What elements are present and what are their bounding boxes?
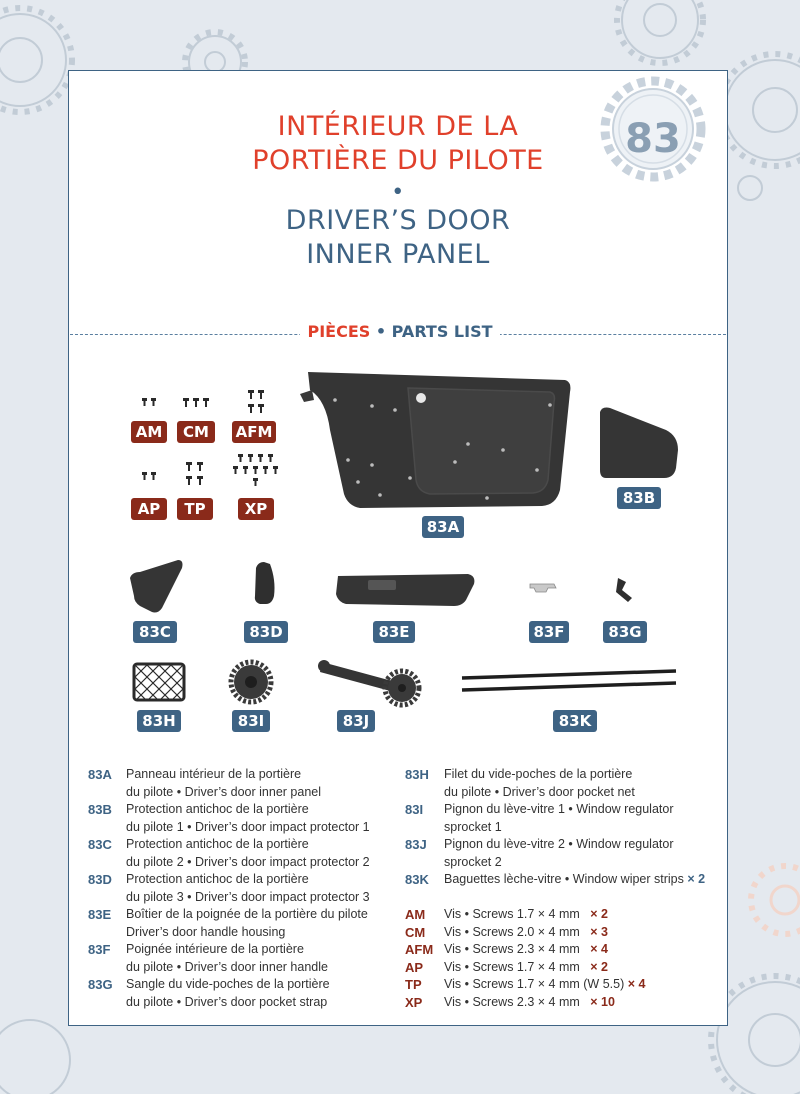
screw-qty: × 10 (590, 994, 615, 1009)
legend-line1: Protection antichoc de la portière (126, 802, 309, 816)
legend-code: 83K (405, 872, 429, 887)
screw-qty: × 2 (590, 959, 608, 974)
screw-code: XP (405, 994, 423, 1010)
sprocket-1-icon (231, 662, 271, 702)
legend-line1 (444, 871, 705, 889)
screw-desc (444, 906, 608, 924)
screw-code: AM (405, 907, 426, 922)
impact-protector-1-icon (600, 408, 678, 479)
legend-line2: du pilote • Driver’s door pocket strap (126, 994, 328, 1009)
screw-desc (444, 976, 645, 994)
legend-line2: sprocket 1 (444, 819, 502, 834)
legend-line2: du pilote • Driver’s door pocket net (444, 784, 635, 799)
screw-qty: × 4 (627, 977, 646, 991)
legend-line1: Pignon du lève-vitre 2 • Window regulator (444, 837, 674, 851)
impact-protector-3-icon (255, 562, 275, 604)
tag-am: AM (131, 421, 167, 443)
tag-cm: CM (177, 421, 215, 443)
legend-line2: du pilote 3 • Driver’s door impact protector 3 (126, 889, 370, 904)
tag-ap: AP (131, 498, 167, 520)
tag-83e: 83E (373, 621, 415, 643)
legend-code: 83D (88, 872, 112, 887)
screw-text: Vis • Screws 2.3 × 4 mm (444, 942, 580, 956)
legend-code: 83H (405, 767, 429, 782)
sprocket-2-icon (318, 660, 419, 705)
issue-number: 83 (625, 116, 681, 162)
title-en-line2: INNER PANEL (306, 239, 490, 270)
parts-heading-dot: • (370, 322, 392, 341)
legend-line1: Panneau intérieur de la portière (126, 767, 302, 781)
screw-desc (444, 941, 608, 959)
screw-code: AP (405, 959, 424, 975)
legend-line2: Driver’s door handle housing (126, 924, 286, 939)
legend-line1: Sangle du vide-poches de la portière (126, 977, 330, 991)
screw-code: CM (405, 924, 426, 940)
legend-line1: Protection antichoc de la portière (126, 872, 309, 886)
screw-text: Vis • Screws 1.7 × 4 mm (W 5.5) (444, 977, 625, 991)
legend-line1: Protection antichoc de la portière (126, 837, 309, 851)
screw-code: TP (405, 977, 422, 992)
tag-83g: 83G (603, 621, 647, 643)
legend-qty: × 2 (687, 872, 706, 886)
screw-code: AFM (405, 942, 434, 957)
tag-83d: 83D (244, 621, 288, 643)
screw-text: Vis • Screws 2.3 × 4 mm (444, 994, 580, 1009)
legend-line2: du pilote 2 • Driver’s door impact protector 2 (126, 854, 370, 869)
screw-desc (444, 959, 608, 977)
legend-code: 83G (88, 977, 113, 992)
title-en-line1: DRIVER’S DOOR (285, 205, 511, 236)
legend-line1: Boîtier de la poignée de la portière du pilote (126, 907, 368, 921)
pocket-strap-icon (616, 578, 632, 602)
screw-desc (444, 994, 615, 1012)
legend-line1: Filet du vide-poches de la portière (444, 767, 633, 781)
title-separator: • (391, 180, 405, 205)
tag-xp: XP (238, 498, 274, 520)
pocket-net-icon (134, 664, 184, 700)
legend-right (405, 766, 725, 1016)
tag-83b: 83B (617, 487, 661, 509)
tag-83i: 83I (232, 710, 270, 732)
legend-line2: sprocket 2 (444, 854, 502, 869)
screw-text: Vis • Screws 2.0 × 4 mm (444, 924, 580, 939)
legend-line1: Pignon du lève-vitre 1 • Window regulator (444, 802, 674, 816)
legend-code: 83I (405, 802, 424, 817)
legend-line2: du pilote 1 • Driver’s door impact protector 1 (126, 819, 370, 834)
parts-heading-fr: PIÈCES (307, 322, 371, 341)
tag-afm: AFM (232, 421, 276, 443)
tag-83h: 83H (137, 710, 181, 732)
legend-code: 83A (88, 767, 112, 782)
screw-desc (444, 924, 608, 942)
legend-code: 83J (405, 837, 427, 852)
legend-code: 83F (88, 942, 111, 957)
tag-83j: 83J (337, 710, 375, 732)
tag-83a: 83A (422, 516, 464, 538)
impact-protector-2-icon (130, 560, 183, 613)
screw-qty: × 2 (590, 907, 608, 921)
handle-housing-icon (336, 574, 474, 606)
legend-left (88, 766, 398, 1016)
legend-line2: du pilote • Driver’s door inner handle (126, 959, 328, 974)
tag-83k: 83K (553, 710, 597, 732)
screw-qty: × 3 (590, 924, 608, 939)
tag-tp: TP (177, 498, 213, 520)
wiper-strips-icon (462, 671, 676, 690)
parts-heading-en: PARTS LIST (391, 322, 493, 341)
screw-text: Vis • Screws 1.7 × 4 mm (444, 959, 580, 974)
legend-line1: Poignée intérieure de la portière (126, 942, 304, 956)
legend-code: 83E (88, 907, 112, 922)
inner-handle-icon (530, 584, 556, 592)
tag-83f: 83F (529, 621, 569, 643)
tag-83c: 83C (133, 621, 177, 643)
title-fr-line1: INTÉRIEUR DE LA (277, 111, 519, 142)
door-panel-icon (300, 372, 570, 508)
screw-text: Vis • Screws 1.7 × 4 mm (444, 907, 580, 921)
screw-qty: × 4 (590, 942, 608, 956)
legend-text: Baguettes lèche-vitre • Window wiper strips (444, 872, 684, 886)
legend-code: 83B (88, 802, 112, 817)
title-fr-line2: PORTIÈRE DU PILOTE (252, 145, 544, 176)
legend-line2: du pilote • Driver’s door inner panel (126, 784, 321, 799)
legend-code: 83C (88, 837, 112, 852)
